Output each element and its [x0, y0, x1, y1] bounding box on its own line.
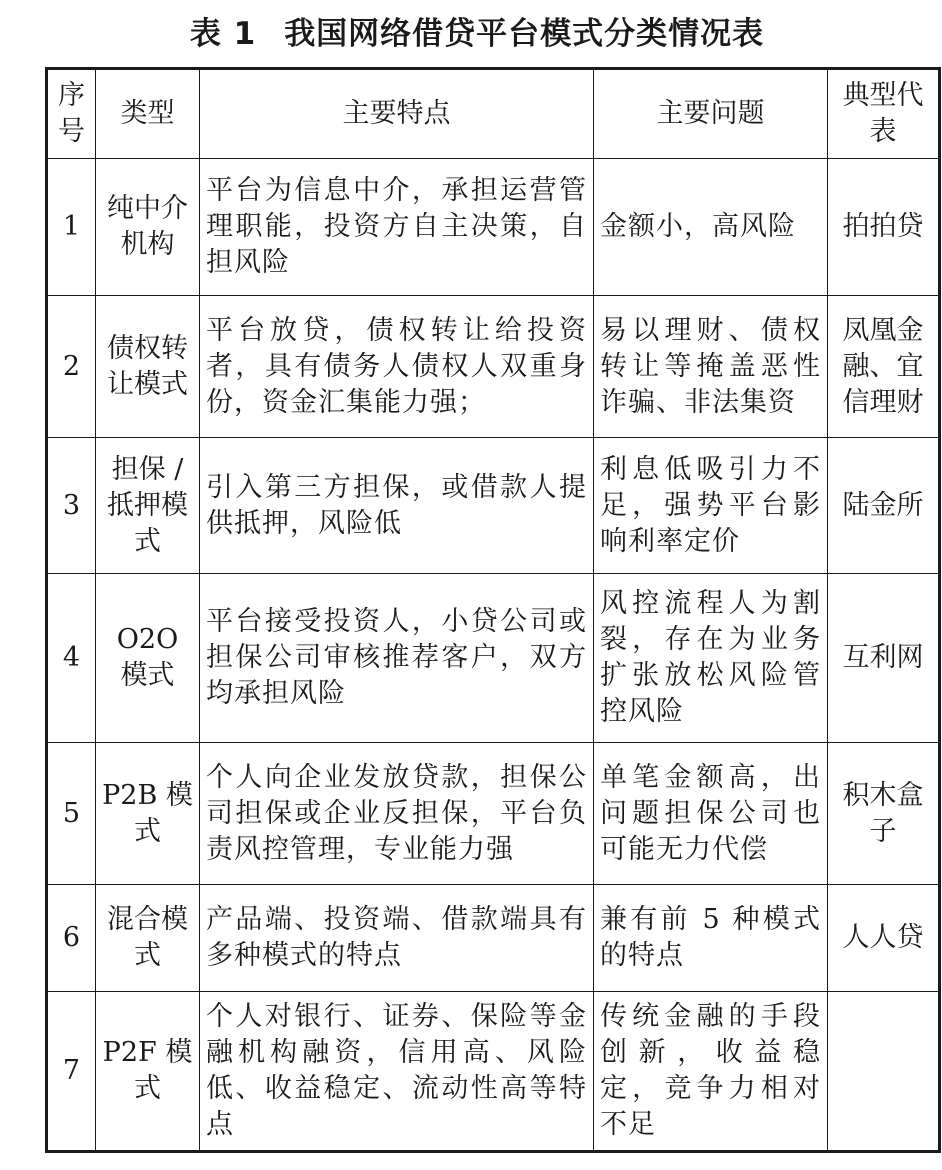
row-representative	[828, 992, 940, 1152]
row-no: 1	[47, 159, 96, 296]
row-no: 5	[47, 743, 96, 885]
row-features: 引入第三方担保，或借款人提供抵押，风险低	[200, 438, 594, 574]
row-representative: 拍拍贷	[828, 159, 940, 296]
row-no: 6	[47, 885, 96, 992]
row-problems: 风控流程人为割裂，存在为业务扩张放松风险管控风险	[594, 574, 828, 743]
row-problems: 易以理财、债权转让等掩盖恶性诈骗、非法集资	[594, 296, 828, 438]
row-type: P2F 模式	[96, 992, 200, 1152]
row-features: 平台接受投资人，小贷公司或担保公司审核推荐客户，双方均承担风险	[200, 574, 594, 743]
header-representative: 典型代表	[828, 69, 940, 159]
row-type: 混合模式	[96, 885, 200, 992]
row-representative: 积木盒子	[828, 743, 940, 885]
table-row	[47, 743, 940, 885]
row-no: 3	[47, 438, 96, 574]
row-type: P2B 模式	[96, 743, 200, 885]
row-type: 纯中介机构	[96, 159, 200, 296]
table-title-text: 我国网络借贷平台模式分类情况表	[284, 16, 765, 52]
header-features: 主要特点	[200, 69, 594, 159]
header-no: 序号	[47, 69, 96, 159]
table-row	[47, 438, 940, 574]
row-problems: 兼有前 5 种模式的特点	[594, 885, 828, 992]
table-row	[47, 992, 940, 1152]
row-representative: 互利网	[828, 574, 940, 743]
row-no: 2	[47, 296, 96, 438]
row-features: 平台放贷，债权转让给投资者，具有债务人债权人双重身份，资金汇集能力强；	[200, 296, 594, 438]
table-row	[47, 296, 940, 438]
header-type: 类型	[96, 69, 200, 159]
row-problems: 利息低吸引力不足，强势平台影响利率定价	[594, 438, 828, 574]
row-representative: 凤凰金融、宜信理财	[828, 296, 940, 438]
table-row	[47, 574, 940, 743]
row-type: 担保 / 抵押模式	[96, 438, 200, 574]
row-type: O2O 模式	[96, 574, 200, 743]
loan-platform-table	[45, 67, 941, 1153]
row-problems: 单笔金额高，出问题担保公司也可能无力代偿	[594, 743, 828, 885]
row-features: 平台为信息中介，承担运营管理职能，投资方自主决策，自担风险	[200, 159, 594, 296]
table-title	[0, 14, 942, 54]
row-problems: 传统金融的手段创新，收益稳定，竞争力相对不足	[594, 992, 828, 1152]
row-features: 个人对银行、证券、保险等金融机构融资，信用高、风险低、收益稳定、流动性高等特点	[200, 992, 594, 1152]
row-representative: 陆金所	[828, 438, 940, 574]
table-row	[47, 885, 940, 992]
row-representative: 人人贷	[828, 885, 940, 992]
row-no: 7	[47, 992, 96, 1152]
row-problems: 金额小，高风险	[594, 159, 828, 296]
header-problems: 主要问题	[594, 69, 828, 159]
table-row	[47, 159, 940, 296]
header-row	[47, 69, 940, 159]
row-features: 产品端、投资端、借款端具有多种模式的特点	[200, 885, 594, 992]
row-type: 债权转让模式	[96, 296, 200, 438]
table-number: 表 1	[189, 16, 257, 52]
row-features: 个人向企业发放贷款，担保公司担保或企业反担保，平台负责风控管理，专业能力强	[200, 743, 594, 885]
row-no: 4	[47, 574, 96, 743]
